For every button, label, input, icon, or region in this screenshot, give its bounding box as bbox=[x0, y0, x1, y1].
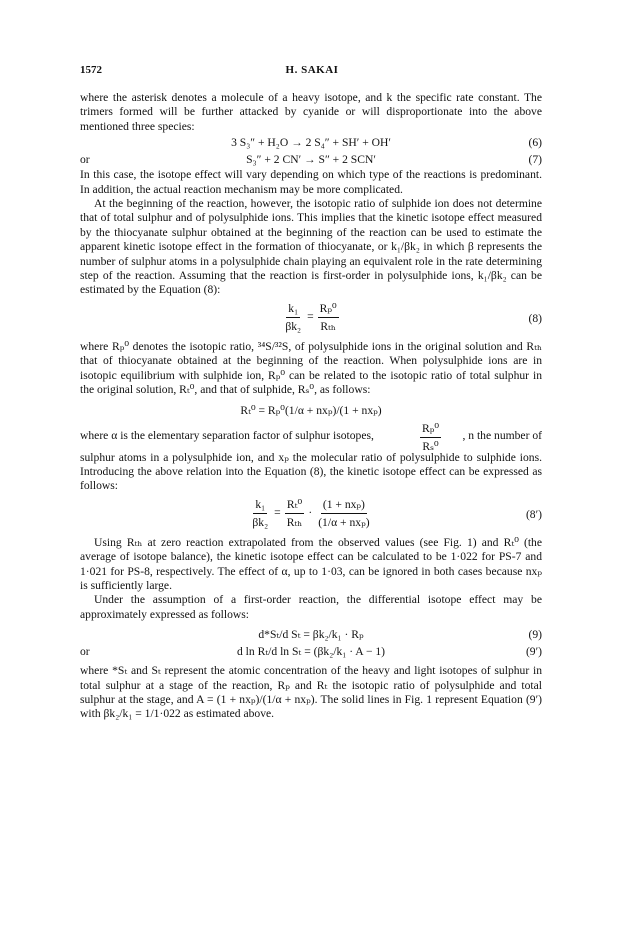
page-number: 1572 bbox=[80, 64, 102, 76]
equation-7-expression: S₃″ + 2 CN′ → S″ + 2 SCN′ bbox=[246, 153, 376, 167]
running-author: H. SAKAI bbox=[285, 64, 339, 76]
equation-9-prime bbox=[80, 643, 542, 660]
paragraph-isotope-effect: In this case, the isotope effect will vary depending on which type of the reactions is predominant. In addition, the actual reaction mechanism may be more complicated. bbox=[80, 168, 542, 196]
separation-factor-tail: , n the number of bbox=[462, 428, 542, 442]
separation-factor-fraction: Rₚ⁰ Rₛ⁰ bbox=[422, 421, 440, 453]
equation-8p-frac2: Rₜ⁰ Rₜₕ bbox=[286, 497, 303, 529]
equation-8p-number: (8′) bbox=[525, 507, 542, 521]
equation-6-expression: 3 S₃″ + H₂O → 2 S₄″ + SH′ + OH′ bbox=[231, 136, 391, 150]
equation-9-expression: d*Sₜ/d Sₜ = βk₂/k₁ · Rₚ bbox=[258, 628, 364, 642]
equation-8-number: (8) bbox=[528, 311, 542, 325]
equation-8-equals: = bbox=[307, 310, 314, 324]
equation-9p-number: (9′) bbox=[525, 645, 542, 659]
equation-8-rhs: Rₚ⁰ Rₜₕ bbox=[319, 301, 337, 333]
paragraph-rp0: where Rₚ⁰ denotes the isotopic ratio, ³⁴S/³²S, of polysulphide ions in the original solution and Rₜₕ that of thiocyanate obtained at the beginning of the reaction. When polysulphide ions are in isotopic equilibrium with sulphide ion, Rₚ⁰ can be related to the isotopic ratio of total sulphur in the original solution, Rₜ⁰, and that of sulphide, Rₛ⁰, as follows: bbox=[80, 339, 542, 397]
equation-8p-equals: = bbox=[274, 506, 281, 520]
equation-8p-frac3: (1 + nxₚ) (1/α + nxₚ) bbox=[318, 497, 370, 529]
paragraph-sulphur-atoms: sulphur atoms in a polysulphide ion, and xₚ the molecular ratio of polysulphide to sulphide ions. Introducing the above relation into the Equation (8), the kinetic isotope effect can be expressed as follows: bbox=[80, 450, 542, 493]
equation-rt0: Rₜ⁰ = Rₚ⁰(1/α + nxₚ)/(1 + nxₚ) bbox=[240, 403, 382, 417]
equation-9 bbox=[80, 626, 542, 643]
equation-9-number: (9) bbox=[528, 628, 542, 642]
paragraph-concentration: where *Sₜ and Sₜ represent the atomic concentration of the heavy and light isotopes of sulphur in total sulphur at a stage of the reaction, Rₚ and Rₜ the isotopic ratio of polysulphide and total sulphur at the stage, and A = (1 + nxₚ)/(1/α + nxₚ). The solid lines in Fig. 1 represent Equation (9′) with βk₂/k₁ = 1/1·022 as estimated above. bbox=[80, 664, 542, 721]
equation-8 bbox=[80, 301, 542, 337]
equation-8p-dot: · bbox=[308, 506, 313, 520]
separation-factor-line bbox=[80, 421, 542, 451]
paragraph-asterisk: where the asterisk denotes a molecule of a heavy isotope, and k the specific rate constant. The trimers formed will be further attacked by cyanide or will disproportionate into the above mentioned three species: bbox=[80, 91, 542, 133]
equation-7 bbox=[80, 151, 542, 168]
equation-9p-or: or bbox=[80, 645, 90, 659]
paragraph-beginning: At the beginning of the reaction, however, the isotopic ratio of sulphide ion does not determine that of total sulphur and of polysulphide ions. This implies that the kinetic isotope effect measured by the thiocyanate sulphur obtained at the beginning of the reaction can be used to estimate the apparent kinetic isotope effect in the formation of thiocyanate, or k₁/βk₂ in which β represents the number of sulphur atoms in a polysulphide chain playing an equivalent role in the rate determining step of the reaction. Assuming that the reaction is first-order in polysulphide ions, k₁/βk₂ can be estimated by the Equation (8): bbox=[80, 197, 542, 297]
equation-6 bbox=[80, 134, 542, 151]
paragraph-using-rth: Using Rₜₕ at zero reaction extrapolated from the observed values (see Fig. 1) and Rₜ⁰ (the average of isotope balance), the kinetic isotope effect can be calculated to be 1·022 for PS-7 and 1·021 for PS-8, respectively. The effect of α, up to 1·03, can be ignored in both cases because nxₚ is sufficiently large. bbox=[80, 535, 542, 592]
running-header bbox=[80, 64, 544, 78]
equation-8p-frac1: $\frac{\text{k₁}}{\text{βk₂}}$ bbox=[252, 497, 269, 529]
equation-7-or: or bbox=[80, 153, 90, 167]
article-body bbox=[80, 91, 542, 722]
equation-9p-expression: d ln Rₜ/d ln Sₜ = (βk₂/k₁ · A − 1) bbox=[236, 645, 386, 659]
paragraph-first-order: Under the assumption of a first-order reaction, the differential isotope effect may be approximately expressed as follows: bbox=[80, 593, 542, 621]
equation-8-lhs: $\frac{\text{k₁}}{\text{βk₂}}$ bbox=[285, 301, 302, 333]
equation-7-number: (7) bbox=[528, 153, 542, 167]
equation-8-prime bbox=[80, 497, 542, 533]
separation-factor-text: where α is the elementary separation factor of sulphur isotopes, bbox=[80, 428, 374, 442]
equation-6-number: (6) bbox=[528, 136, 542, 150]
